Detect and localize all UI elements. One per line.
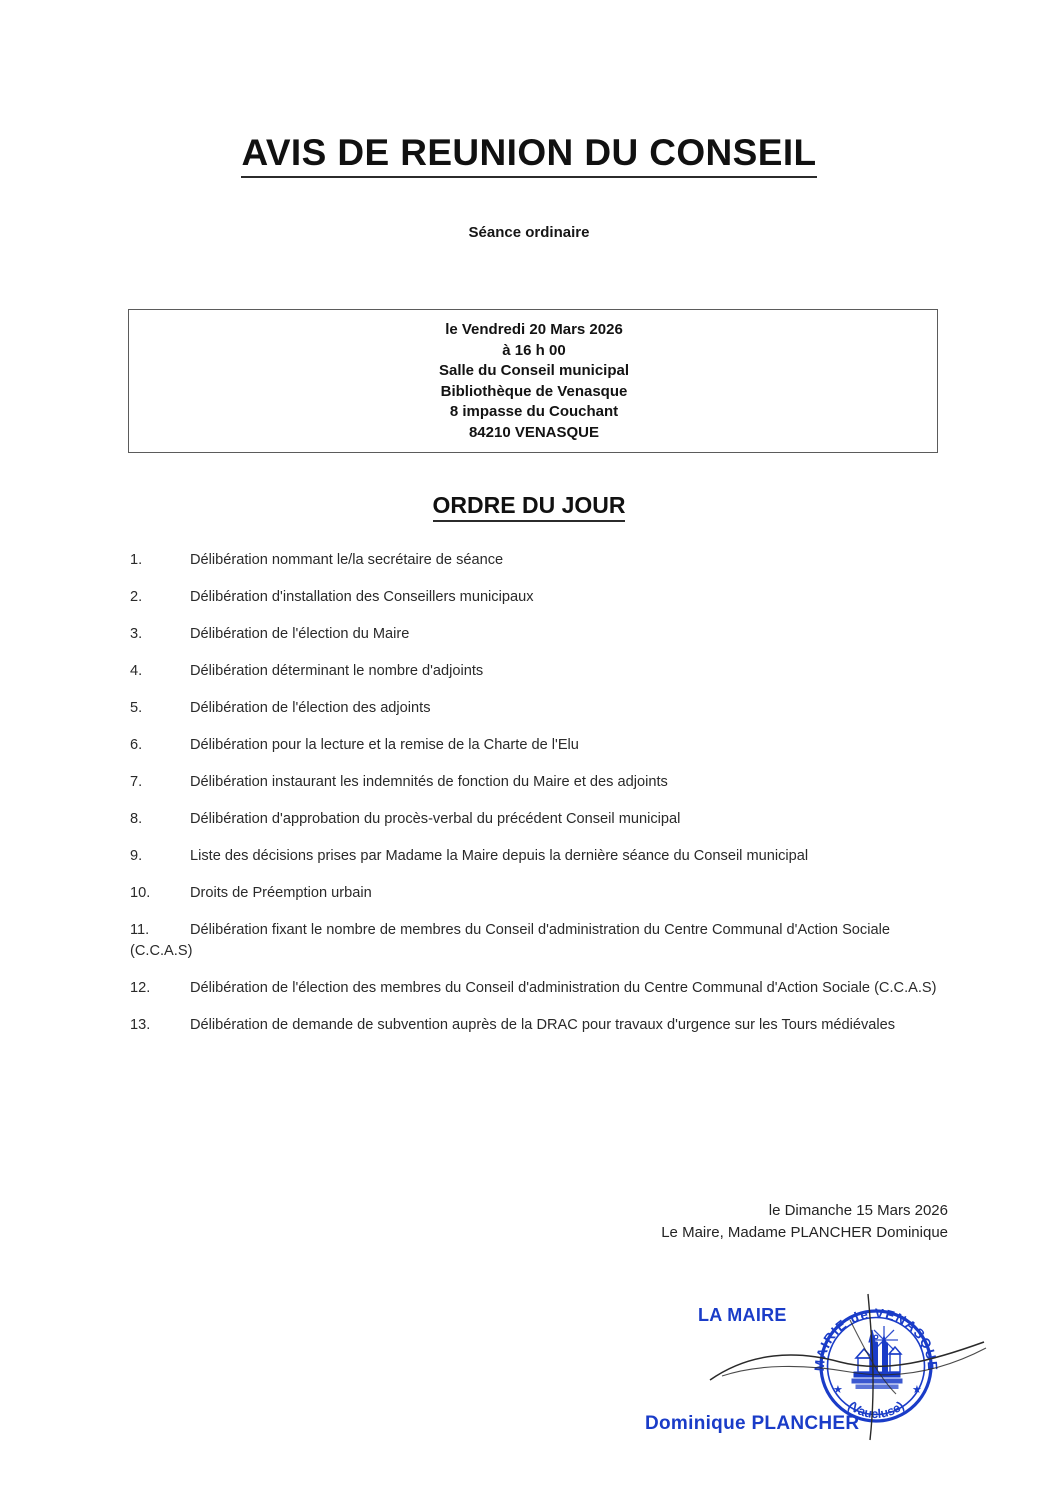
signature-role-label: LA MAIRE — [698, 1305, 787, 1325]
agenda-item-number: 1. — [130, 552, 143, 568]
agenda-item-number: 13. — [130, 1017, 151, 1033]
closing-block — [0, 1200, 948, 1244]
agenda-item-text: Délibération d'installation des Conseillers municipaux — [190, 589, 534, 605]
agenda-item-text: Délibération d'approbation du procès-verbal du précédent Conseil municipal — [190, 811, 681, 827]
agenda-item-text: Délibération de demande de subvention auprès de la DRAC pour travaux d'urgence sur les Tours médiévales — [190, 1017, 896, 1033]
agenda-item-number: 12. — [130, 980, 151, 996]
agenda-item — [130, 978, 942, 999]
agenda-item-number: 4. — [130, 663, 143, 679]
agenda-item-number: 11. — [130, 922, 150, 938]
closing-date: le Dimanche 15 Mars 2026 — [768, 1202, 948, 1219]
meeting-street: 8 impasse du Couchant — [449, 403, 619, 420]
agenda-heading — [0, 492, 1058, 519]
closing-signatory: Le Maire, Madame PLANCHER Dominique — [661, 1224, 948, 1241]
meeting-building: Bibliothèque de Venasque — [440, 382, 628, 400]
meeting-details-lines — [129, 320, 939, 443]
signature-name: Dominique PLANCHER — [645, 1413, 860, 1434]
agenda-item-text: Délibération de l'élection du Maire — [190, 626, 410, 642]
meeting-details-box — [128, 309, 938, 453]
agenda-item-text: Délibération pour la lecture et la remise de la Charte de l'Elu — [190, 737, 579, 753]
agenda-list — [130, 550, 942, 1052]
agenda-item — [130, 883, 942, 904]
meeting-room: Salle du Conseil municipal — [438, 362, 630, 379]
agenda-item-text: Délibération de l'élection des adjoints — [190, 700, 431, 716]
agenda-item-number: 5. — [130, 700, 143, 716]
page-title-text: AVIS DE REUNION DU CONSEIL — [241, 132, 816, 178]
agenda-item-number: 3. — [130, 626, 143, 642]
agenda-item-number: 9. — [130, 848, 143, 864]
agenda-item — [130, 661, 942, 682]
agenda-item — [130, 735, 942, 756]
agenda-item-text: Délibération déterminant le nombre d'adjoints — [190, 663, 484, 679]
agenda-item-number: 2. — [130, 589, 143, 605]
agenda-item-text: Délibération fixant le nombre de membres du Conseil d'administration du Centre Communal d'Action Sociale (C.C.A.S) — [130, 922, 890, 959]
agenda-item — [130, 1015, 942, 1036]
svg-text:(Vaucluse): (Vaucluse) — [845, 1398, 907, 1422]
meeting-time: à 16 h 00 — [502, 341, 566, 359]
svg-text:★: ★ — [833, 1383, 843, 1396]
agenda-item-number: 10. — [130, 885, 151, 901]
agenda-item-text: Liste des décisions prises par Madame la Maire depuis la dernière séance du Conseil municipal — [190, 848, 809, 864]
agenda-item — [130, 698, 942, 719]
agenda-heading-text: ORDRE DU JOUR — [433, 492, 626, 522]
document-subtitle: Séance ordinaire — [468, 224, 590, 241]
agenda-item — [130, 920, 942, 962]
agenda-item — [130, 587, 942, 608]
meeting-date: le Vendredi 20 Mars 2026 — [445, 321, 623, 338]
agenda-item-text: Délibération de l'élection des membres du Conseil d'administration du Centre Communal d'Action Sociale (C.C.A.S) — [190, 980, 937, 996]
agenda-item — [130, 550, 942, 571]
agenda-item-number: 7. — [130, 774, 143, 790]
agenda-item — [130, 624, 942, 645]
agenda-item-number: 6. — [130, 737, 143, 753]
svg-text:MAIRIE de VENASQUE: MAIRIE de VENASQUE — [811, 1305, 941, 1372]
agenda-item-text: Droits de Préemption urbain — [190, 885, 372, 901]
agenda-item-text: Délibération instaurant les indemnités de fonction du Maire et des adjoints — [190, 774, 668, 790]
page-title — [0, 132, 1058, 174]
meeting-city: 84210 VENASQUE — [468, 423, 600, 441]
agenda-item — [130, 809, 942, 830]
agenda-item-number: 8. — [130, 811, 143, 827]
agenda-item — [130, 772, 942, 793]
svg-text:★: ★ — [912, 1383, 922, 1396]
agenda-item-text: Délibération nommant le/la secrétaire de séance — [190, 552, 504, 568]
agenda-item — [130, 846, 942, 867]
